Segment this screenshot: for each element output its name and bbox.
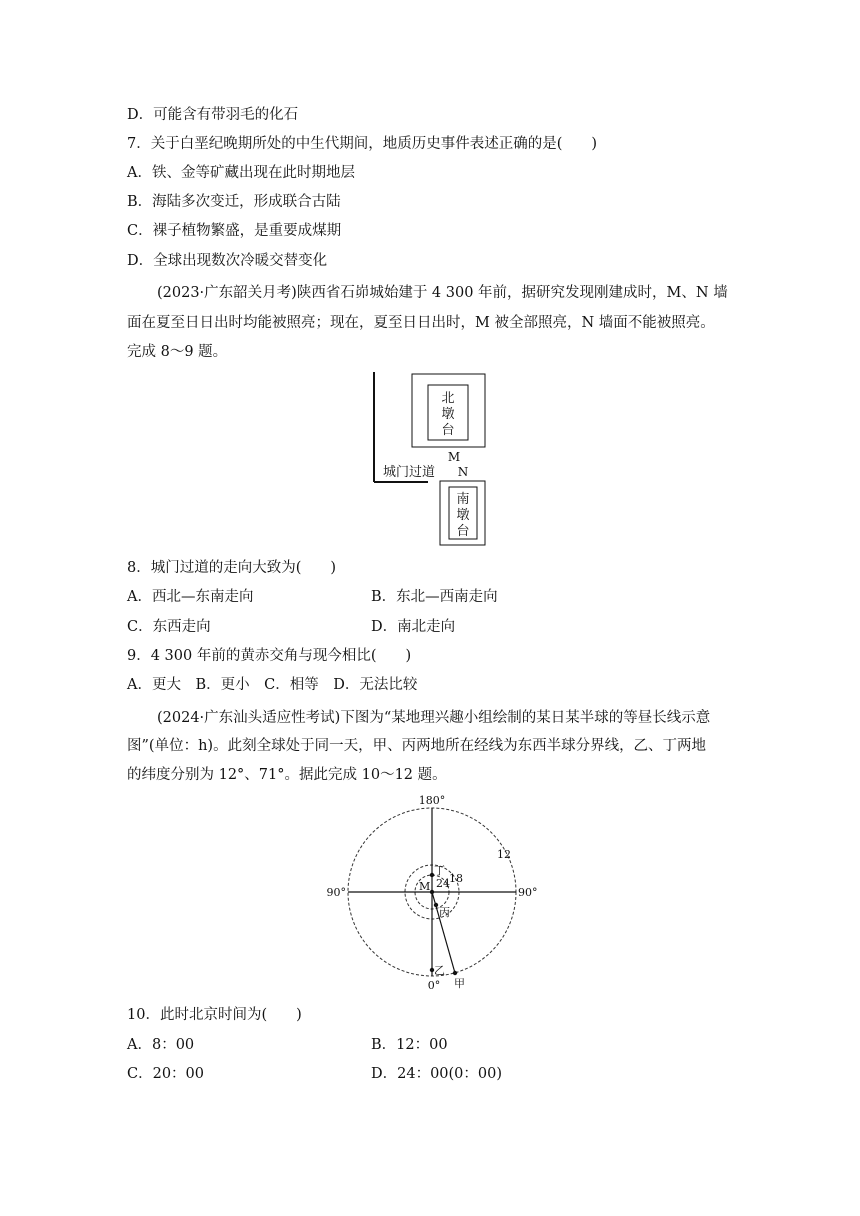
point-jia bbox=[453, 971, 457, 975]
passage-1-line-1: (2023·广东韶关月考)陕西省石峁城始建于 4 300 年前，据研究发现刚建成时，M、N 墙 bbox=[157, 285, 728, 301]
label-18: 18 bbox=[449, 872, 463, 885]
passage-2-line-3: 的纬度分别为 12°、71°。据此完成 10～12 题。 bbox=[127, 767, 447, 783]
label-24: 24 bbox=[436, 877, 450, 890]
city-gate-figure bbox=[360, 370, 500, 550]
south-tower-char-3: 台 bbox=[456, 524, 470, 539]
passage-1-line-2: 面在夏至日日出时均能被照亮；现在，夏至日日出时，M 被全部照亮，N 墙面不能被照亮。 bbox=[127, 315, 715, 331]
q7-option-a: A．铁、金等矿藏出现在此时期地层 bbox=[127, 165, 355, 181]
north-tower-char-2: 墩 bbox=[441, 407, 455, 422]
q9-options: A．更大 B．更小 C．相等 D．无法比较 bbox=[127, 677, 418, 693]
north-tower-char-3: 台 bbox=[441, 423, 455, 438]
label-yi: 乙 bbox=[434, 964, 445, 977]
north-tower-char-1: 北 bbox=[441, 391, 455, 406]
label-m: M bbox=[419, 880, 431, 893]
label-12: 12 bbox=[497, 848, 511, 861]
south-tower-char-1: 南 bbox=[456, 492, 470, 507]
q7-option-c: C．裸子植物繁盛，是重要成煤期 bbox=[127, 223, 342, 239]
q8-option-c: C．东西走向 bbox=[127, 619, 211, 635]
passage-1-line-3: 完成 8～9 题。 bbox=[127, 344, 228, 360]
label-jia: 甲 bbox=[454, 977, 465, 990]
q8-option-b: B．东北—西南走向 bbox=[371, 589, 498, 605]
q10-option-d: D．24：00(0：00) bbox=[371, 1066, 503, 1082]
question-8: 8．城门过道的走向大致为( ) bbox=[127, 560, 337, 576]
q6-option-d: D．可能含有带羽毛的化石 bbox=[127, 107, 299, 123]
label-m: M bbox=[447, 450, 461, 464]
south-tower-char-2: 墩 bbox=[456, 508, 470, 523]
question-7: 7．关于白垩纪晚期所处的中生代期间，地质历史事件表述正确的是( ) bbox=[127, 136, 598, 152]
label-90-left: 90° bbox=[326, 886, 346, 899]
q7-option-b: B．海陆多次变迁，形成联合古陆 bbox=[127, 194, 341, 210]
passage-2-line-2: 图”(单位：h)。此刻全球处于同一天，甲、丙两地所在经线为东西半球分界线，乙、丁两地 bbox=[127, 738, 707, 754]
q10-option-a: A．8：00 bbox=[127, 1037, 195, 1053]
point-bing bbox=[434, 903, 438, 907]
label-bing: 丙 bbox=[439, 906, 450, 919]
q10-option-c: C．20：00 bbox=[127, 1066, 204, 1082]
label-0: 0° bbox=[427, 979, 441, 992]
label-n: N bbox=[457, 465, 469, 479]
q8-option-a: A．西北—东南走向 bbox=[127, 589, 254, 605]
label-ding: 丁 bbox=[434, 864, 445, 877]
q10-option-b: B．12：00 bbox=[371, 1037, 448, 1053]
point-m bbox=[430, 890, 434, 894]
q7-option-d: D．全球出现数次冷暖交替变化 bbox=[127, 253, 328, 269]
label-180: 180° bbox=[418, 794, 446, 807]
q8-option-d: D．南北走向 bbox=[371, 619, 456, 635]
label-90-right: 90° bbox=[518, 886, 538, 899]
passage-2-line-1: (2024·广东汕头适应性考试)下图为“某地理兴趣小组绘制的某日某半球的等昼长线示意 bbox=[157, 710, 711, 726]
gate-passage-label: 城门过道 bbox=[383, 465, 436, 480]
question-10: 10．此时北京时间为( ) bbox=[127, 1007, 302, 1023]
question-9: 9．4 300 年前的黄赤交角与现今相比( ) bbox=[127, 648, 412, 664]
day-length-diagram bbox=[320, 792, 550, 994]
